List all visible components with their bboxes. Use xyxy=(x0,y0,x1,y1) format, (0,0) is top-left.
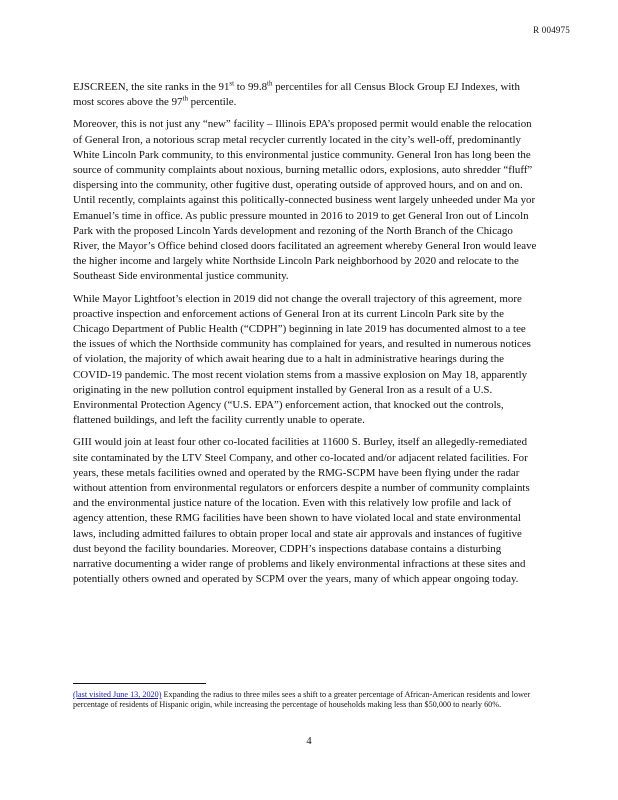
footnote-text: Expanding the radius to three miles sees a shift to a greater percentage of African-American residents and lower percentage of residents of Hispanic origin, while increasing the percentage of households making less than $50,000 to nearly 60%. xyxy=(73,690,531,710)
bates-number: R 004975 xyxy=(533,25,570,35)
ordinal-suffix-th-2: th xyxy=(182,94,188,103)
paragraph-1-text-c: percentiles for all Census Block Group EJ Indexes, with most scores above the 97 xyxy=(73,81,520,109)
paragraph-lightfoot-enforcement: While Mayor Lightfoot’s election in 2019 did not change the overall trajectory of this agreement, more proactive inspection and enforcement actions of General Iron at its current Lincoln Park site by the Chicago Department of Public Health (“CDPH”) beginning in late 2019 has documented almost to a tee the issues of which the Northside community has complained for years, and resulted in numerous notices of violation, the majority of which await hearing due to a halt in administrative hearings during the COVID-19 pandemic. The most recent violation stems from a massive explosion on May 18, apparently originating in the new pollution control equipment installed by General Iron as a result of a U.S. Environmental Protection Agency (“U.S. EPA”) enforcement action, that knocked out the controls, flattened buildings, and left the facility currently unable to operate. xyxy=(73,292,531,427)
paragraph-1-text-b: to 99.8 xyxy=(234,81,268,93)
paragraph-1-text-a: EJSCREEN, the site ranks in the 91 xyxy=(73,81,230,93)
paragraph-general-iron-relocation: Moreover, this is not just any “new” facility – Illinois EPA’s proposed permit would enable the relocation of General Iron, a notorious scrap metal recycler currently located in the city’s well-off, predominantly White Lincoln Park community, to this environmental justice community. General Iron has long been the source of community complaints about noxious, burning metallic odors, explosions, auto shredder “fluff” dispersing into the community, other fugitive dust, operating outside of approved hours, and on and on. Until recently, complaints against this politically-connected business went largely unheeded under Ma yor Emanuel’s time in office. As public pressure mounted in 2016 to 2019 to get General Iron out of Lincoln Park with the proposed Lincoln Yards development and rezoning of the North Branch of the Chicago River, the Mayor’s Office behind closed doors facilitated an agreement whereby General Iron would leave the higher income and largely white Northside Lincoln Park neighborhood by 2020 and relocate to the Southeast Side environmental justice community. xyxy=(73,118,537,283)
ordinal-suffix-st: st xyxy=(229,79,235,88)
page-number: 4 xyxy=(306,736,312,747)
document-body xyxy=(73,80,541,595)
footnote-divider xyxy=(73,683,206,684)
paragraph-ejscreen-rank xyxy=(73,80,541,110)
ordinal-suffix-th: th xyxy=(267,79,273,88)
paragraph-co-located-facilities: GIII would join at least four other co-located facilities at 11600 S. Burley, itself an allegedly-remediated site contaminated by the LTV Steel Company, and other co-located and/or adjacent related facilities. For years, these metals facilities owned and operated by the RMG-SCPM have been flying under the radar without attention from environmental regulators or enforcers despite a number of community complaints and the environmental justice nature of the location. Even with this relatively low profile and lack of agency attention, these RMG facilities have been shown to have violated local and state environmental laws, including admitted failures to obtain proper local and state air approvals and instances of fugitive dust beyond the facility boundaries. Moreover, CDPH’s inspections database contains a disturbing narrative documenting a wider range of problems and likely environmental infractions at these sites and potentially others owned and operated by SCPM over the years, many of which appear ongoing today. xyxy=(73,436,530,586)
footnote xyxy=(73,690,541,711)
footnote-link[interactable]: (last visited June 13, 2020) xyxy=(73,690,162,699)
paragraph-1-text-d: percentile. xyxy=(187,96,237,109)
